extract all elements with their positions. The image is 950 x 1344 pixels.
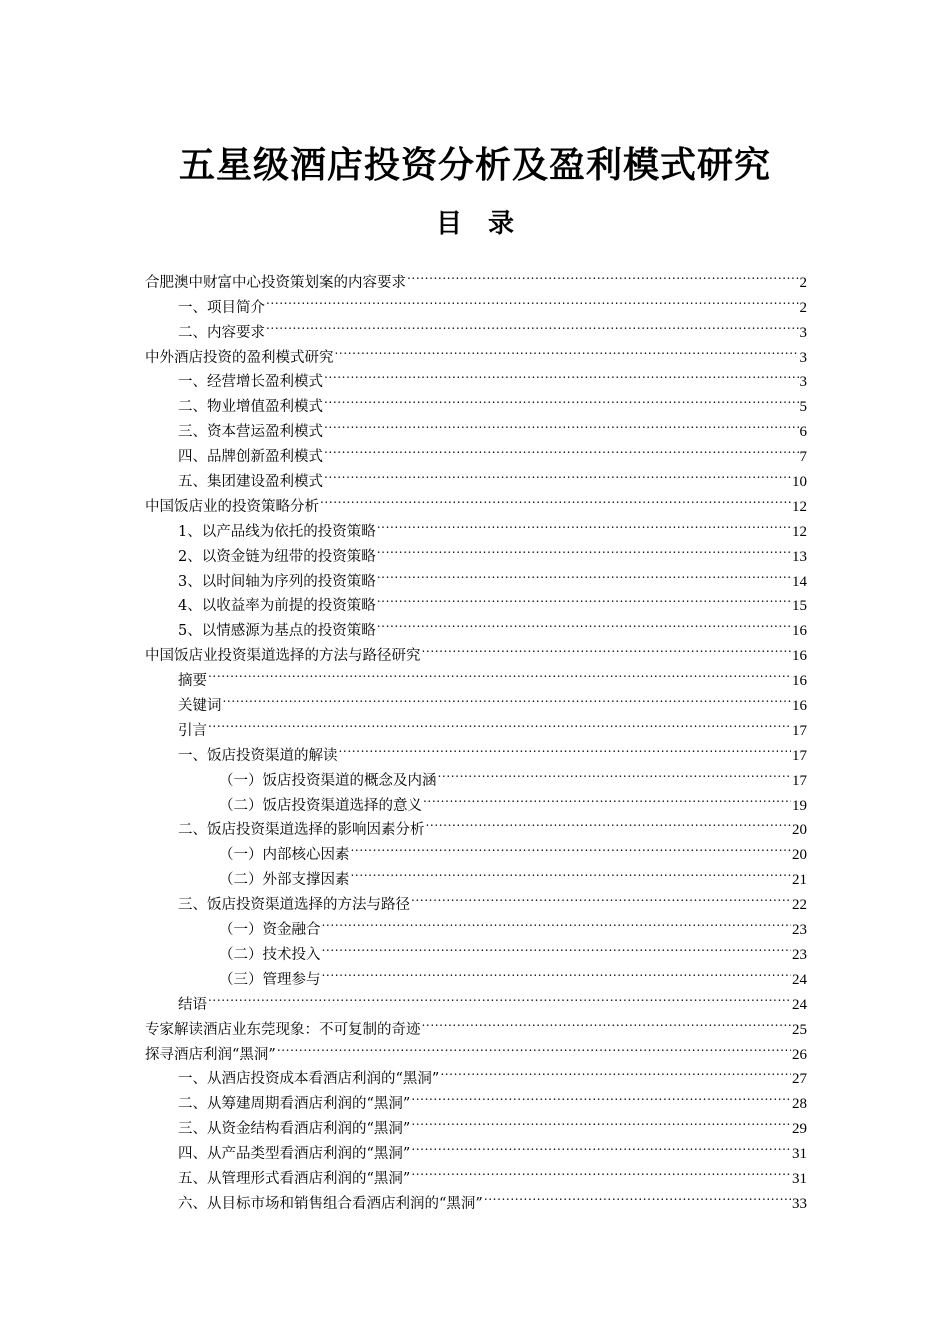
toc-entry-title: 三、资本营运盈利模式 (178, 424, 323, 441)
toc-dot-leader (422, 1009, 792, 1034)
toc-entry-title: （二）技术投入 (219, 946, 321, 963)
toc-dot-leader (277, 1034, 791, 1059)
toc-entry-title: 一、饭店投资渠道的解读 (178, 747, 338, 764)
toc-entry-title: （二）饭店投资渠道选择的意义 (219, 797, 422, 814)
toc-dot-leader (208, 660, 791, 685)
toc-entry-page-number: 29 (792, 1121, 807, 1138)
toc-entry-page-number: 16 (792, 673, 807, 690)
toc-entry[interactable] (145, 710, 807, 739)
toc-entry-page-number: 23 (792, 946, 807, 963)
toc-entry-page-number: 12 (792, 523, 807, 540)
toc-entry-page-number: 24 (792, 971, 807, 988)
toc-entry-page-number: 13 (792, 548, 807, 565)
toc-entry-title: （一）饭店投资渠道的概念及内涵 (219, 772, 437, 789)
toc-entry-title: 摘要 (178, 673, 207, 690)
toc-dot-leader (339, 735, 792, 760)
toc-entry-title: 二、饭店投资渠道选择的影响因素分析 (178, 822, 425, 839)
toc-entry-page-number: 19 (792, 797, 807, 814)
toc-dot-leader (411, 1108, 791, 1133)
toc-heading (0, 202, 950, 246)
toc-dot-leader (377, 561, 791, 586)
toc-entry-page-number: 33 (792, 1195, 807, 1212)
toc-entry-title: 探寻酒店利润“黑洞” (145, 1046, 276, 1063)
toc-entry-page-number: 22 (792, 897, 807, 914)
toc-dot-leader (377, 511, 791, 536)
toc-entry-title: 三、从资金结构看酒店利润的“黑洞” (178, 1121, 411, 1138)
toc-entry-page-number: 17 (792, 722, 807, 739)
toc-dot-leader (351, 859, 792, 884)
toc-entry-title: 中国饭店业的投资策略分析 (145, 498, 319, 515)
toc-entry-page-number: 17 (792, 747, 807, 764)
toc-entry-page-number: 23 (792, 922, 807, 939)
toc-dot-leader (407, 262, 799, 287)
toc-entry[interactable] (145, 1009, 807, 1038)
toc-entry-title: 四、品牌创新盈利模式 (178, 449, 323, 466)
toc-entry-page-number: 26 (792, 1046, 807, 1063)
toc-entry-page-number: 14 (792, 573, 807, 590)
toc-dot-leader (411, 1083, 791, 1108)
toc-entry-title: 六、从目标市场和销售组合看酒店利润的“黑洞” (178, 1195, 483, 1212)
toc-entry-title: 1、以产品线为依托的投资策略 (178, 523, 376, 540)
toc-entry-title: 二、内容要求 (178, 324, 265, 341)
toc-dot-leader (208, 984, 791, 1009)
toc-dot-leader (266, 287, 799, 312)
toc-dot-leader (411, 884, 791, 909)
toc-dot-leader (324, 362, 799, 387)
toc-entry-title: 一、经营增长盈利模式 (178, 374, 323, 391)
toc-entry-page-number: 21 (792, 872, 807, 889)
toc-dot-leader (320, 486, 791, 511)
toc-entry-title: 4、以收益率为前提的投资策略 (178, 598, 376, 615)
toc-dot-leader (208, 710, 791, 735)
toc-entry[interactable] (145, 984, 807, 1013)
toc-dot-leader (324, 436, 799, 461)
toc-heading-char-2: 录 (488, 209, 515, 239)
toc-entry-title: 专家解读酒店业东莞现象：不可复制的奇迹 (145, 1021, 421, 1038)
toc-entry-title: 关键词 (178, 698, 222, 715)
toc-dot-leader (377, 586, 791, 611)
toc-entry-title: 中国饭店业投资渠道选择的方法与路径研究 (145, 648, 421, 665)
toc-entry-page-number: 25 (792, 1021, 807, 1038)
toc-dot-leader (484, 1183, 791, 1208)
toc-entry-title: 合肥澳中财富中心投资策划案的内容要求 (145, 274, 406, 291)
toc-dot-leader (426, 810, 792, 835)
toc-entry-page-number: 2 (799, 274, 807, 291)
toc-dot-leader (223, 685, 792, 710)
toc-dot-leader (351, 834, 792, 859)
toc-dot-leader (335, 337, 799, 362)
toc-dot-leader (322, 934, 792, 959)
toc-entry-title: 五、从管理形式看酒店利润的“黑洞” (178, 1170, 411, 1187)
toc-entry-title: 一、从酒店投资成本看酒店利润的“黑洞” (178, 1071, 440, 1088)
toc-entry-page-number: 5 (799, 399, 807, 416)
toc-entry-page-number: 12 (792, 498, 807, 515)
document-title: 五星级酒店投资分析及盈利模式研究 (178, 144, 771, 186)
toc-entry-title: （一）内部核心因素 (219, 847, 350, 864)
toc-dot-leader (324, 461, 791, 486)
toc-heading-char-1: 目 (435, 209, 462, 239)
toc-entry[interactable] (145, 685, 807, 715)
toc-entry-page-number: 31 (792, 1146, 807, 1163)
toc-entry-title: 二、从筹建周期看酒店利润的“黑洞” (178, 1096, 411, 1113)
toc-entry-title: 5、以情感源为基点的投资策略 (178, 623, 376, 640)
toc-dot-leader (440, 1059, 791, 1084)
toc-entry-title: 三、饭店投资渠道选择的方法与路径 (178, 897, 410, 914)
toc-dot-leader (324, 386, 799, 411)
toc-entry-page-number: 15 (792, 598, 807, 615)
toc-dot-leader (422, 635, 792, 660)
toc-entry-title: 二、物业增值盈利模式 (178, 399, 323, 416)
toc-dot-leader (322, 959, 792, 984)
toc-entry-title: 四、从产品类型看酒店利润的“黑洞” (178, 1146, 411, 1163)
toc-entry-page-number: 31 (792, 1170, 807, 1187)
toc-entry-page-number: 28 (792, 1096, 807, 1113)
toc-entry-title: （二）外部支撑因素 (219, 872, 350, 889)
toc-entry[interactable] (145, 262, 807, 291)
toc-entry-title: 2、以资金链为纽带的投资策略 (178, 548, 376, 565)
toc-dot-leader (423, 785, 791, 810)
table-of-contents (145, 262, 807, 1212)
toc-dot-leader (377, 536, 791, 561)
toc-entry-page-number: 6 (799, 424, 807, 441)
toc-entry-page-number: 3 (799, 374, 807, 391)
toc-entry-title: 结语 (178, 996, 207, 1013)
toc-dot-leader (411, 1133, 791, 1158)
toc-entry-page-number: 24 (792, 996, 807, 1013)
toc-entry[interactable] (145, 660, 807, 690)
toc-entry-page-number: 10 (792, 474, 807, 491)
toc-dot-leader (322, 909, 792, 934)
toc-entry-title: （一）资金融合 (219, 922, 321, 939)
toc-dot-leader (324, 411, 799, 436)
toc-entry-page-number: 16 (792, 623, 807, 640)
toc-dot-leader (266, 312, 799, 337)
toc-entry-page-number: 20 (792, 822, 807, 839)
toc-dot-leader (377, 610, 791, 635)
toc-entry-page-number: 7 (799, 449, 807, 466)
toc-entry-title: 3、以时间轴为序列的投资策略 (178, 573, 376, 590)
toc-entry[interactable] (145, 735, 807, 764)
toc-entry-title: （三）管理参与 (219, 971, 321, 988)
toc-entry-title: 引言 (178, 722, 207, 739)
toc-dot-leader (411, 1158, 791, 1183)
toc-dot-leader (438, 760, 792, 785)
toc-entry-page-number: 16 (792, 648, 807, 665)
toc-entry-page-number: 16 (792, 698, 807, 715)
toc-entry-title: 一、项目简介 (178, 299, 265, 316)
toc-entry-page-number: 3 (799, 324, 807, 341)
toc-entry-page-number: 2 (799, 299, 807, 316)
toc-entry-title: 五、集团建设盈利模式 (178, 474, 323, 491)
toc-entry-title: 中外酒店投资的盈利模式研究 (145, 349, 334, 366)
toc-entry-page-number: 27 (792, 1071, 807, 1088)
toc-entry-page-number: 20 (792, 847, 807, 864)
toc-entry-page-number: 17 (792, 772, 807, 789)
toc-entry-page-number: 3 (799, 349, 807, 366)
